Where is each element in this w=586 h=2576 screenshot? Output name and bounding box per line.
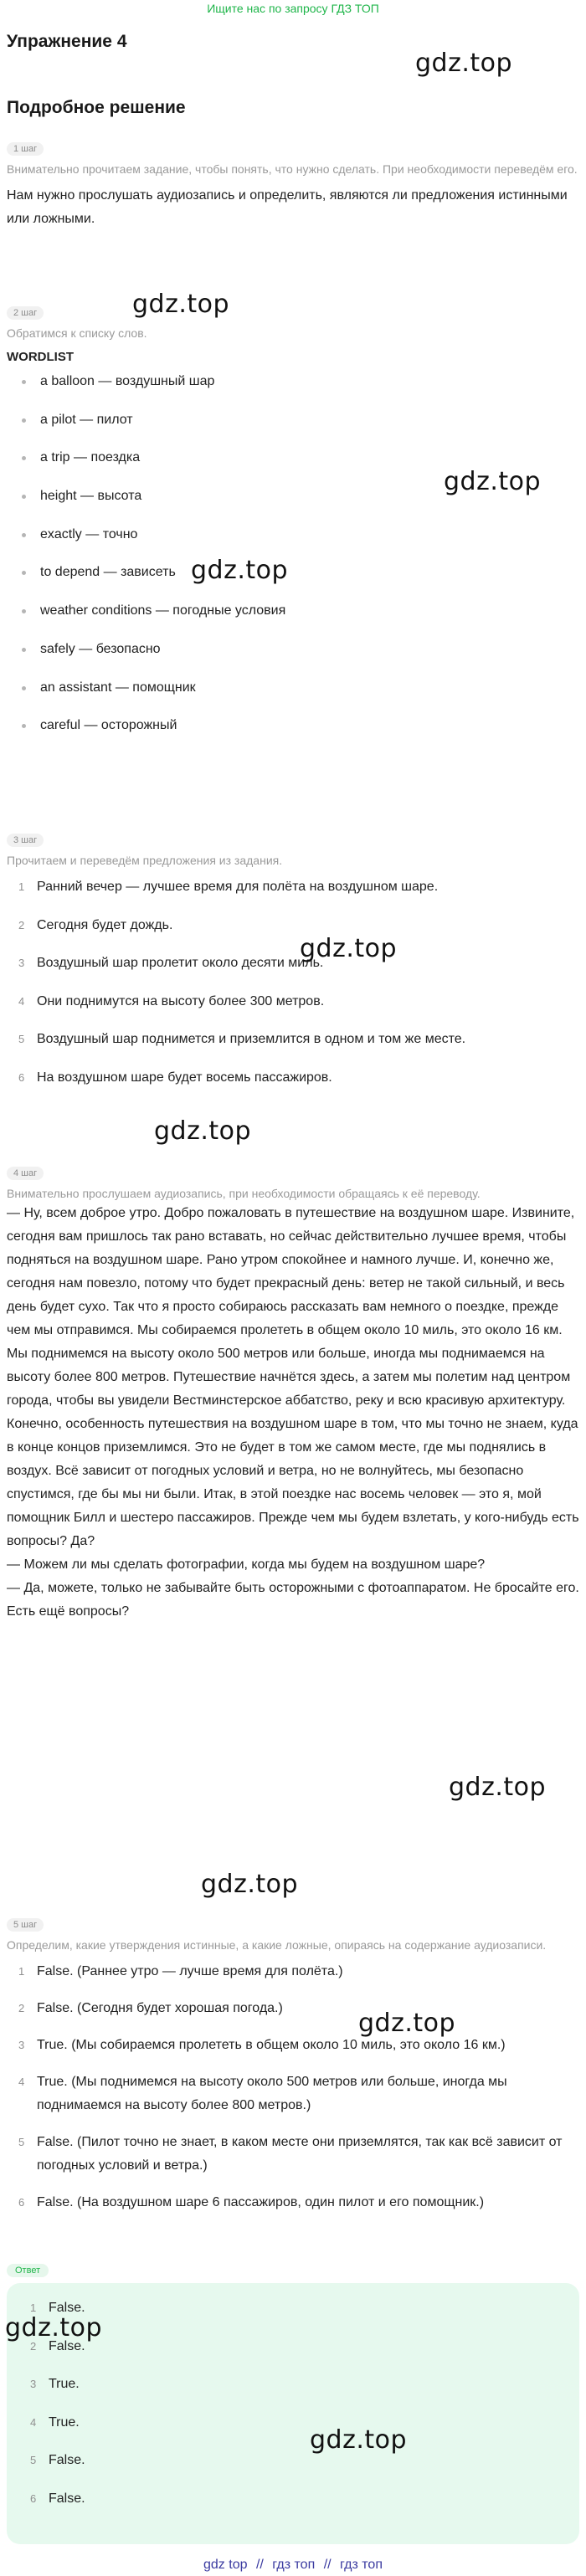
step-badge: 4 шаг bbox=[7, 1167, 44, 1180]
statements-list bbox=[7, 875, 579, 1104]
analysis-list bbox=[7, 1960, 579, 2214]
step-hint: Внимательно прослушаем аудиозапись, при необходимости обращаясь к её переводу. bbox=[7, 1187, 481, 1200]
footer-link[interactable]: gdz top bbox=[203, 2558, 248, 2572]
watermark: gdz.top bbox=[132, 290, 230, 319]
statement-item: 3 Воздушный шар пролетит около десяти миль. bbox=[18, 956, 324, 970]
wordlist-item: to depend — зависеть bbox=[7, 560, 579, 598]
analysis-item: 3 True. (Мы собираемся пролететь в общем около 10 миль, это около 16 км.) bbox=[18, 2038, 506, 2052]
watermark: gdz.top bbox=[191, 556, 289, 585]
step-badge: 1 шаг bbox=[7, 142, 44, 156]
wordlist-item: careful — осторожный bbox=[7, 713, 579, 752]
watermark: gdz.top bbox=[5, 2313, 103, 2343]
answer-item: 3 True. bbox=[30, 2377, 80, 2391]
answer-item: 1 False. bbox=[30, 2301, 85, 2315]
step-hint: Определим, какие утверждения истинные, а какие ложные, опираясь на содержание аудиозаписи. bbox=[7, 1938, 547, 1952]
step-hint: Прочитаем и переведём предложения из задания. bbox=[7, 854, 283, 867]
step-badge: 5 шаг bbox=[7, 1918, 44, 1932]
wordlist-item: height — высота bbox=[7, 484, 579, 522]
step-3 bbox=[7, 832, 579, 1104]
wordlist-item: a balloon — воздушный шар bbox=[7, 369, 579, 408]
step-2 bbox=[7, 305, 579, 752]
answer-item: 2 False. bbox=[30, 2338, 85, 2353]
step-hint: Обратимся к списку слов. bbox=[7, 326, 147, 340]
wordlist-item: exactly — точно bbox=[7, 522, 579, 561]
answer-badge: Ответ bbox=[7, 2264, 49, 2277]
statement-item: 1 Ранний вечер — лучшее время для полёта на воздушном шаре. bbox=[18, 880, 439, 894]
answer-item: 4 True. bbox=[30, 2414, 80, 2430]
footer-separator: // bbox=[323, 2558, 332, 2572]
wordlist-item: a pilot — пилот bbox=[7, 408, 579, 446]
statement-item: 5 Воздушный шар поднимется и приземлится в одном и том же месте. bbox=[18, 1032, 466, 1046]
watermark: gdz.top bbox=[300, 934, 398, 963]
watermark: gdz.top bbox=[358, 2009, 456, 2038]
wordlist-item: an assistant — помощник bbox=[7, 675, 579, 714]
step-hint: Внимательно прочитаем задание, чтобы понять, что нужно сделать. При необходимости переведём его. bbox=[7, 162, 578, 176]
footer-separator: // bbox=[255, 2558, 264, 2572]
wordlist bbox=[7, 369, 579, 752]
watermark: gdz.top bbox=[444, 467, 542, 496]
watermark: gdz.top bbox=[449, 1773, 547, 1802]
wordlist-title: WORDLIST bbox=[7, 350, 74, 364]
analysis-item: 4 True. (Мы поднимемся на высоту около 500 метров или больше, иногда мы поднимаемся на высоту более 800 метров.) bbox=[18, 2075, 507, 2112]
footer-link[interactable]: гдз топ bbox=[340, 2558, 383, 2572]
footer-links bbox=[0, 2557, 586, 2573]
analysis-item: 6 False. (На воздушном шаре 6 пассажиров, один пилот и его помощник.) bbox=[18, 2195, 485, 2209]
watermark: gdz.top bbox=[310, 2425, 408, 2455]
watermark: gdz.top bbox=[201, 1870, 299, 1899]
step-5 bbox=[7, 1917, 579, 2228]
watermark: gdz.top bbox=[154, 1116, 252, 1146]
top-banner[interactable]: Ищите нас по запросу ГДЗ ТОП bbox=[207, 2, 379, 15]
watermark: gdz.top bbox=[415, 49, 513, 78]
step-badge: 2 шаг bbox=[7, 306, 44, 320]
audio-transcript-paragraph: — Ну, всем доброе утро. Добро пожаловать в путешествие на воздушном шаре. Извините, сегодня вам пришлось так рано вставать, но сейчас действительно лучшее время, чтобы подняться на воздушном шаре. Рано утром спокойнее и намного лучше. И, конечно же, сегодня нам повезло, потому что будет прекрасный день: ветер не такой сильный, и весь день будет сухо. Так что я просто собираюсь рассказать вам немного о поездке, прежде чем мы отправимся. Мы собираемся пролететь в общем около 10 миль, это около 16 км. Мы поднимемся на высоту около 500 метров или больше, иногда мы поднимаемся на высоту более 800 метров. Путешествие начнётся здесь, а затем мы полетим над центром города, чтобы вы увидели Вестминстерское аббатство, реку и всю красивую архитектуру. Конечно, особенность путешествия на воздушном шаре в том, что мы точно не знаем, куда в конце концов приземлимся. Это не будет в том же самом месте, где мы поднялись в воздух. Всё зависит от погодных условий и ветра, но не волнуйтесь, мы безопасно спустимся, где бы мы ни были. Итак, в этой поездке нас восемь человек — это я, мой помощник Билл и шестеро пассажиров. Прежде чем мы будем взлетать, у кого-нибудь есть вопросы? Да? bbox=[7, 1206, 579, 1548]
step-badge: 3 шаг bbox=[7, 834, 44, 847]
answer-item: 6 False. bbox=[30, 2491, 85, 2506]
wordlist-item: weather conditions — погодные условия bbox=[7, 598, 579, 637]
analysis-item: 2 False. (Сегодня будет хорошая погода.) bbox=[18, 2001, 283, 2015]
solution-heading: Подробное решение bbox=[7, 98, 186, 117]
answer-item: 5 False. bbox=[30, 2453, 85, 2467]
step-1 bbox=[7, 141, 579, 231]
statement-item: 4 Они поднимутся на высоту более 300 метров. bbox=[18, 993, 325, 1008]
analysis-item: 1 False. (Раннее утро — лучше время для полёта.) bbox=[18, 1964, 343, 1978]
wordlist-item: a trip — поездка bbox=[7, 445, 579, 484]
audio-transcript-paragraph: — Можем ли мы сделать фотографии, когда мы будем на воздушном шаре? bbox=[7, 1557, 486, 1572]
footer-link[interactable]: гдз топ bbox=[272, 2558, 316, 2572]
wordlist-item: safely — безопасно bbox=[7, 637, 579, 675]
statement-item: 6 На воздушном шаре будет восемь пассажиров. bbox=[18, 1070, 332, 1085]
step-4 bbox=[7, 1165, 579, 1624]
analysis-item: 5 False. (Пилот точно не знает, в каком месте они приземлятся, так как всё зависит от погодных условий и ветра.) bbox=[18, 2135, 563, 2173]
exercise-title: Упражнение 4 bbox=[7, 32, 127, 51]
statement-item: 2 Сегодня будет дождь. bbox=[18, 917, 173, 932]
audio-transcript-paragraph: — Да, можете, только не забывайте быть осторожными с фотоаппаратом. Не бросайте его. Есть ещё вопросы? bbox=[7, 1581, 579, 1619]
step-text: Нам нужно прослушать аудиозапись и определить, являются ли предложения истинными или ложными. bbox=[7, 188, 568, 226]
